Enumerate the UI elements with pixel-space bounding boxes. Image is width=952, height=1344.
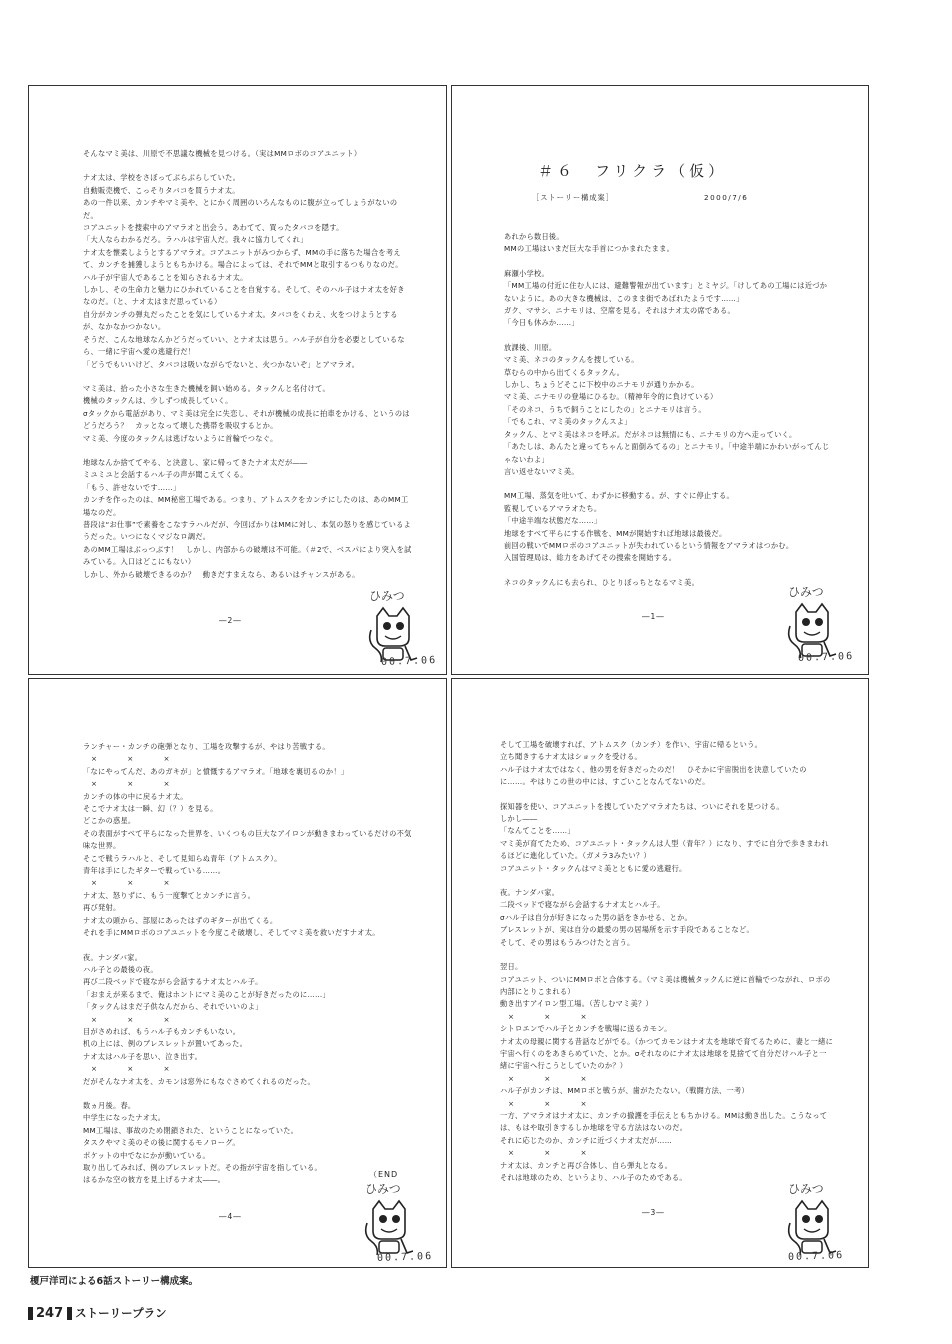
text-line: だがそんなナオ太を、カモンは窓外にもなぐさめてくれるのだった。 [83, 1076, 315, 1086]
text-line: 入国管理局は、総力をあげてその捜索を開始する。 [504, 553, 677, 563]
svg-text:ひみつ: ひみつ [788, 1182, 824, 1196]
text-line: × × × [91, 1014, 170, 1024]
page-body [83, 741, 412, 1187]
text-line: 動き出すアイロン型工場。（苦しむマミ美？） [500, 999, 653, 1009]
doc-page-1 [451, 85, 869, 675]
paragraph-gap [504, 565, 834, 577]
text-line: しかし、外から破壊できるのか？ 動きだすまえなら、あるいはチャンスがある。 [83, 569, 360, 579]
text-line: 「今日も休みか……」 [504, 318, 579, 328]
text-line: 「タックんはまだ子供なんだから、それでいいのよ」 [83, 1002, 263, 1012]
text-line: コアユニット、ついにMMロボと合体する。（マミ美は機械タックんに逆に首輪でつながれ、ロボの内部にとりこまれる） [500, 974, 831, 996]
date-stamp: 00.7.06 [787, 1250, 845, 1263]
text-line: 「なにやってんだ、あのガキが」と憤慨するアマラオ。「地球を裏切るのか！」 [83, 766, 349, 776]
text-line: 前回の戦いでMMロボのコアユニットが失われているという情報をアマラオはつかむ。 [504, 540, 794, 550]
text-line: それに応じたのか、カンチに近づくナオ太だが…… [500, 1135, 673, 1145]
page-number: ―2― [219, 616, 242, 625]
text-line: 「中途半端な状態だな……」 [504, 516, 602, 526]
text-line: そこでナオ太は一瞬、幻（？）を見る。 [83, 804, 218, 814]
footer-bar-icon [28, 1307, 33, 1320]
text-line: ブレスレットが、実は自分の最愛の男の居場所を示す手段であることなど。 [500, 925, 755, 935]
document-title: ＃６ フリクラ（仮） [538, 162, 728, 180]
text-line: 「でもこれ、マミ美のタックんスよ」 [504, 417, 632, 427]
text-line: あのMM工場はぶっつぶす！ しかし、内部からの破壊は不可能。（＃2で、ベスパにより突入を試みている。入口はどこにもない） [83, 544, 412, 567]
text-line: 自分がカンチの弾丸だったことを気にしているナオ太。タバコをくわえ、火をつけようとするが、なかなかつかない。 [83, 309, 398, 332]
text-line: × × × [508, 1073, 587, 1083]
text-line: 自動販売機で、こっそりタバコを買うナオ太。 [83, 185, 240, 195]
text-line: しかし、その生命力と魅力にひかれていることを自覚する。そして、そのハル子はナオ太を好きなのだ。（と、ナオ太はまだ思っている） [83, 285, 405, 307]
text-line: しかし、ちょうどそこに下校中のニナモリが通りかかる。 [504, 380, 699, 390]
text-line: 立ち聞きするナオ太はショックを受ける。 [500, 752, 642, 762]
text-line: 取り出してみれば、例のブレスレットだ。その指が宇宙を指している。 [83, 1163, 323, 1172]
text-line: マミ美、ニナモリの登場にひるむ。（精神年令的に負けている） [504, 392, 718, 402]
text-line: ネコのタックんにも去られ、ひとりぼっちとなるマミ美。 [504, 577, 700, 587]
text-line: 普段は“お仕事”で素養をこなすラハルだが、今回ばかりはMMに対し、本気の怒りを感じているようだった。いつになくマジなロ調だ。 [83, 519, 412, 542]
text-line: それを手にMMロボのコアユニットを今度こそ破壊し、そしてマミ美を救いだすナオ太。 [83, 928, 380, 938]
text-line: ナオ太の頭から、部屋にあったはずのギターが出てくる。 [83, 915, 278, 925]
text-line: カンチの体の中に戻るナオ太。 [83, 791, 188, 801]
paragraph-gap [500, 789, 834, 801]
text-line: ポケットの中でなにかが動いている。 [83, 1150, 210, 1160]
signature-stamp-icon [782, 1179, 842, 1261]
text-line: 「大人ならわかるだろ。ラハルは宇宙人だ。我々に協力してくれ」 [83, 235, 308, 245]
text-line: 再び二段ベッドで寝ながら会話するナオ太とハル子。 [83, 977, 263, 987]
text-line: タックん、とマミ美はネコを呼ぶ。だがネコは無情にも、ニナモリの方へ走っていく。 [504, 429, 797, 439]
text-line: 夜。ナンダバ家。 [500, 888, 560, 898]
date-stamp: 00.7.06 [376, 1251, 434, 1264]
figure-caption: 榎戸洋司による6話ストーリー構成案。 [30, 1276, 199, 1287]
text-line: そこで戦うラハルと、そして見知らぬ青年（アトムスク）。 [83, 853, 282, 863]
paragraph-gap [500, 949, 834, 961]
text-line: 中学生になったナオ太。 [83, 1113, 166, 1123]
text-line: 監視しているアマラオたち。 [504, 503, 602, 513]
text-line: ナオ太、怒りずに、もう一度撃てとカンチに言う。 [83, 890, 256, 900]
text-line: マミ美が育てたため、コアユニット・タックんは人型（青年？）になり、すでに自分で歩きまわれるほどに進化していた。（ガメラ3みたい？） [500, 838, 829, 861]
text-line: シトロエンでハル子とカンチを戦場に送るカモン。 [500, 1024, 672, 1034]
text-line: 一方、アマラオはナオ太に、カンチの撤護を手伝えともちかける。MMは動き出した。こうなっては、もはや取引きするしか地球を守る方法はないのだ。 [500, 1110, 828, 1133]
paragraph-gap [504, 478, 834, 490]
text-line: しかし―― [500, 814, 538, 824]
text-line: 「MM工場の付近に住む人には、避難警報が出ています」とミヤジ。「けしてあの工場には近づかないように。あの大きな機械は、このまま街であばれたようです……」 [504, 281, 828, 303]
text-line: 探知器を使い、コアユニットを捜していたアマラオたちは、ついにそれを見つける。 [500, 801, 784, 811]
paragraph-gap [83, 445, 412, 457]
text-line: そして工場を破壊すれば、アトムスク（カンチ）を作い、宇宙に帰るという。 [500, 740, 763, 749]
paragraph-gap [83, 160, 412, 172]
doc-page-4 [28, 678, 447, 1268]
text-line: そうだ、こんな地球なんかどうだっていい、とナオ太は思う。ハル子が自分を必要としているなら、一緒に宇宙へ愛の逃避行だ！ [83, 334, 405, 357]
text-line: マミ美、今度のタックんは逃げないように首輪でつなぐ。 [83, 433, 278, 443]
text-line: その表面がすべて平らになった世界を、いくつもの巨大なアイロンが動きまわっているだけの不気味な世界。 [83, 828, 412, 851]
date-stamp: 00.7.06 [380, 655, 438, 668]
text-line: 「なんてことを……」 [500, 826, 575, 836]
footer-page-number: 247 [36, 1305, 64, 1321]
end-mark: （END [369, 1170, 399, 1179]
text-line: 「あたしは、あんたと違ってちゃんと面倒みてるの」とニナモリ。「中途半端にかわいがってんじゃないわよ」 [504, 442, 830, 464]
text-line: マミ美、ネコのタックんを捜している。 [504, 355, 639, 365]
text-line: ハル子がカンチは、MMロボと戦うが、歯がたたない。（戦闘方法、一考） [500, 1086, 750, 1096]
text-line: × × × [91, 878, 170, 888]
doc-page-2 [28, 85, 447, 675]
paragraph-gap [504, 330, 834, 342]
signature-stamp-icon [359, 1179, 419, 1261]
footer-section-title: ストーリープラン [75, 1306, 167, 1320]
page-body [83, 148, 412, 581]
text-line: ハル子はナオ太ではなく、他の男を好きだったのだ！ ひそかに宇宙脱出を決意していたのに……。やはりこの世の中には、すごいことなんてないのだ。 [500, 764, 807, 787]
text-line: どこかの惑星。 [83, 816, 136, 826]
doc-page-3 [451, 678, 869, 1268]
text-line: ミユミユと会話するハル子の声が聞こえてくる。 [83, 470, 248, 480]
text-line: そんなマミ美は、川原で不思議な機械を見つける。（実はMMロボのコアユニット） [83, 149, 362, 158]
paragraph-gap [500, 875, 834, 887]
page-number: ―1― [642, 612, 665, 621]
text-line: MM工場は、事故のため閉鎖された、ということになっていた。 [83, 1125, 299, 1135]
svg-text:ひみつ: ひみつ [365, 1182, 401, 1196]
text-line: 機械のタックんは、少しずつ成長していく。 [83, 396, 233, 406]
document-date: 2000/7/6 [704, 193, 749, 202]
text-line: 放課後、川原。 [504, 342, 557, 352]
text-line: 夜。ナンダバ家。 [83, 952, 143, 962]
text-line: × × × [91, 754, 170, 764]
text-line: 「もう、許せないです……」 [83, 482, 181, 492]
paragraph-gap [83, 940, 412, 952]
text-line: 数ヵ月後。春。 [83, 1100, 136, 1110]
text-line: カンチを作ったのは、MM秘密工場である。つまり、アトムスクをカンチにしたのは、あのMM工場なのだ。 [83, 495, 409, 517]
text-line: ナオ太はハル子を思い、泣き出す。 [83, 1051, 203, 1061]
text-line: そして、その男はもうみつけたと言う。 [500, 937, 635, 947]
text-line: ランチャー・カンチの砲弾となり、工場を攻撃するが、やはり苦戦する。 [83, 742, 330, 751]
text-line: 「おまえが来るまで、俺はホントにマミ美のことが好きだったのに……」 [83, 989, 330, 999]
text-line: × × × [508, 1148, 587, 1158]
text-line: ナオ太は、カンチと再び合体し、自ら弾丸となる。 [500, 1160, 673, 1170]
text-line: タスクやマミ美のその後に関するモノローグ。 [83, 1138, 240, 1148]
page-body [504, 231, 834, 589]
svg-text:ひみつ: ひみつ [788, 585, 824, 599]
text-line: 二段ベッドで寝ながら会話するナオ太とハル子。 [500, 900, 665, 910]
text-line: ガク、マサシ、ニナモリは、空席を見る。それはナオ太の席である。 [504, 306, 735, 316]
paragraph-gap [83, 371, 412, 383]
text-line: あれから数日後。 [504, 232, 564, 241]
text-line: それは地球のため、というより、ハル子のためである。 [500, 1173, 687, 1182]
text-line: 机の上には、例のブレスレットが置いてあった。 [83, 1039, 248, 1049]
text-line: MM工場、蒸気を吐いて、わずかに移動する。が、すぐに停止する。 [504, 491, 734, 501]
svg-text:ひみつ: ひみつ [369, 589, 405, 603]
paragraph-gap [504, 256, 834, 268]
date-stamp: 00.7.06 [797, 651, 855, 664]
text-line: σハル子は自分が好きになった男の話をきかせる、とか。 [500, 912, 693, 922]
text-line: 青年は手にしたギターで戦っている……。 [83, 866, 226, 876]
text-line: 「そのネコ、うちで飼うことにしたの」とニナモリは言う。 [504, 404, 706, 414]
text-line: コアユニット・タックんはマミ美とともに愛の逃避行。 [500, 863, 687, 873]
text-line: × × × [508, 1098, 587, 1108]
text-line: 言い返せないマミ美。 [504, 466, 579, 476]
text-line: 麻瀬小学校。 [504, 268, 549, 278]
text-line: ナオ太を懐柔しようとするアマラオ。コアユニットがみつからず、MMの手に落ちた場合を考えて、カンチを捕獲しようともちかける。場合によっては、それでMMと取引するつもりなのだ。 [83, 247, 403, 270]
text-line: ハル子が宇宙人であることを知らされるナオ太。 [83, 272, 248, 282]
page-footer [28, 1304, 167, 1322]
text-line: 再び発射。 [83, 903, 121, 913]
text-line: 目がさめれば、もうハル子もカンチもいない。 [83, 1026, 241, 1036]
text-line: あの一件以来、カンチやマミ美や、とにかく周囲のいろんなものに腹が立ってしょうがないのだ。 [83, 198, 398, 220]
text-line: × × × [91, 1064, 170, 1074]
text-line: ナオ太の母親に関する昔話などがでる。（かつてカモンはナオ太を地球で育てるために、妻と一緒に宇宙へ行くのをあきらめていた、とか。σそれなのにナオ太は地球を見捨てて自分だけハル子と一緒に宇宙へ行こうとしていたのか？） [500, 1036, 834, 1071]
text-line: MMの工場はいまだ巨大な手首につかまれたまま。 [504, 244, 675, 254]
text-line: × × × [508, 1011, 587, 1021]
page-body [500, 739, 834, 1184]
text-line: マミ美は、拾った小さな生きた機械を飼い始める。タックんと名付けて。 [83, 383, 330, 393]
page-number: ―4― [219, 1212, 242, 1221]
text-line: 草むらの中から出てくるタックん。 [504, 367, 625, 377]
paragraph-gap [83, 1088, 412, 1100]
text-line: ナオ太は、学校をさぼってぶらぶらしていた。 [83, 173, 241, 183]
text-line: 翌日。 [500, 962, 523, 972]
text-line: × × × [91, 779, 170, 789]
text-line: ハル子との最後の夜。 [83, 964, 158, 974]
text-line: コアユニットを捜索中のアマラオと出会う。あわてて、買ったタバコを隠す。 [83, 223, 344, 233]
footer-bar-icon [67, 1307, 72, 1320]
text-line: 地球なんか捨ててやる、と決意し、家に帰ってきたナオ太だが―― [83, 457, 308, 467]
text-line: はるかな空の彼方を見上げるナオ太――。 [83, 1175, 226, 1185]
text-line: 地球をすべて平らにする作戦を、MMが開始すれば地球は最後だ。 [504, 528, 727, 538]
text-line: 「どうでもいいけど、タバコは吸いながらでないと、火つかないぞ」とアマラオ。 [83, 359, 360, 369]
page-number: ―3― [642, 1208, 665, 1217]
document-subtitle: ［ストーリー構成案］ [532, 193, 614, 202]
text-line: σタックから電話があり、マミ美は完全に失恋し、それが機械の成長に拍車をかける、というのはどうだろう？ カッとなって壊した携帯を吸収するとか。 [83, 408, 410, 431]
